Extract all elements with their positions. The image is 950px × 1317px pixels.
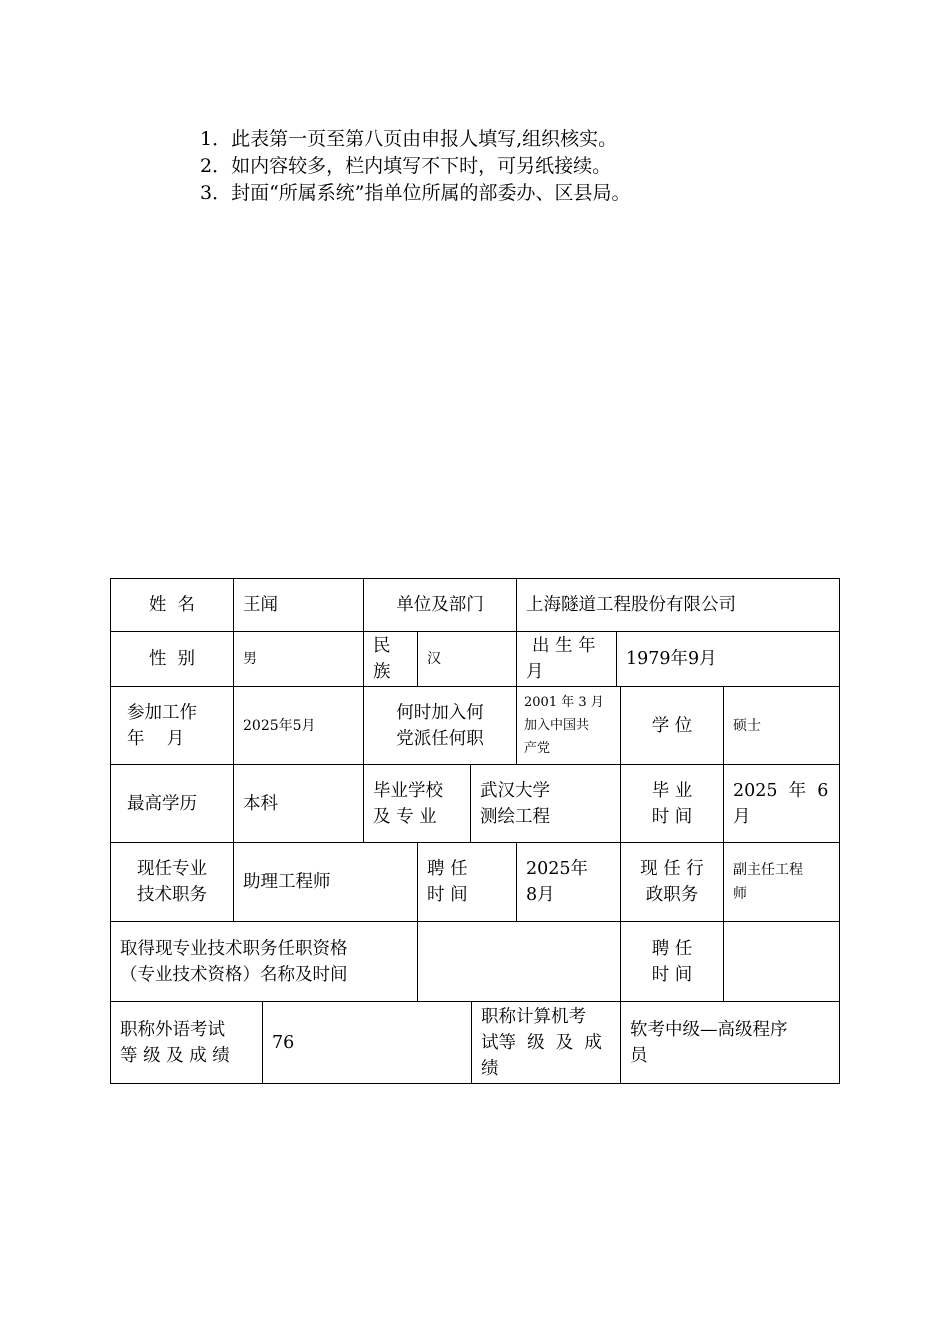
work-start-value: 2025年5月 <box>233 686 364 765</box>
qualification-value[interactable] <box>417 921 621 1002</box>
education-value: 本科 <box>233 764 364 843</box>
computer-exam-value: 软考中级—高级程序 员 <box>620 1001 840 1084</box>
instruction-1: 1．此表第一页至第八页由申报人填写,组织核实。 <box>200 128 618 150</box>
birth-value: 1979年9月 <box>616 631 840 687</box>
party-label: 何时加入何 党派任何职 <box>363 686 517 765</box>
foreign-language-label: 职称外语考试 等 级 及 成 绩 <box>110 1001 263 1084</box>
qualification-hire-value[interactable] <box>723 921 840 1002</box>
ethnic-label: 民 族 <box>363 631 418 687</box>
tech-title-value: 助理工程师 <box>233 842 418 922</box>
qualification-label: 取得现专业技术职务任职资格 （专业技术资格）名称及时间 <box>110 921 418 1002</box>
graduation-label: 毕 业 时 间 <box>620 764 724 843</box>
ethnic-value: 汉 <box>417 631 517 687</box>
unit-label: 单位及部门 <box>363 578 517 632</box>
degree-label: 学 位 <box>620 686 724 765</box>
instruction-3: 3．封面“所属系统”指单位所属的部委办、区县局。 <box>200 182 631 204</box>
hire-time-label: 聘 任 时 间 <box>417 842 517 922</box>
name-label: 姓 名 <box>110 578 234 632</box>
education-label: 最高学历 <box>110 764 234 843</box>
degree-value: 硕士 <box>723 686 840 765</box>
qualification-hire-label: 聘 任 时 间 <box>620 921 724 1002</box>
computer-exam-label: 职称计算机考 试等 级 及 成 绩 <box>471 1001 621 1084</box>
admin-post-value: 副主任工程 师 <box>723 842 840 922</box>
instruction-2: 2．如内容较多，栏内填写不下时，可另纸接续。 <box>200 155 612 177</box>
name-value: 王闻 <box>233 578 364 632</box>
admin-post-label: 现 任 行 政职务 <box>620 842 724 922</box>
tech-title-label: 现任专业 技术职务 <box>110 842 234 922</box>
unit-value: 上海隧道工程股份有限公司 <box>516 578 840 632</box>
gender-value: 男 <box>233 631 364 687</box>
work-start-label: 参加工作 年 月 <box>110 686 234 765</box>
birth-label: 出 生 年 月 <box>516 631 617 687</box>
party-value: 2001 年 3 月 加入中国共 产党 <box>516 686 621 765</box>
gender-label: 性 别 <box>110 631 234 687</box>
foreign-language-value: 76 <box>262 1001 472 1084</box>
school-label: 毕业学校 及 专 业 <box>363 764 471 843</box>
school-value: 武汉大学 测绘工程 <box>470 764 621 843</box>
hire-time-value: 2025年 8月 <box>516 842 621 922</box>
graduation-value: 2025 年 6 月 <box>723 764 840 843</box>
